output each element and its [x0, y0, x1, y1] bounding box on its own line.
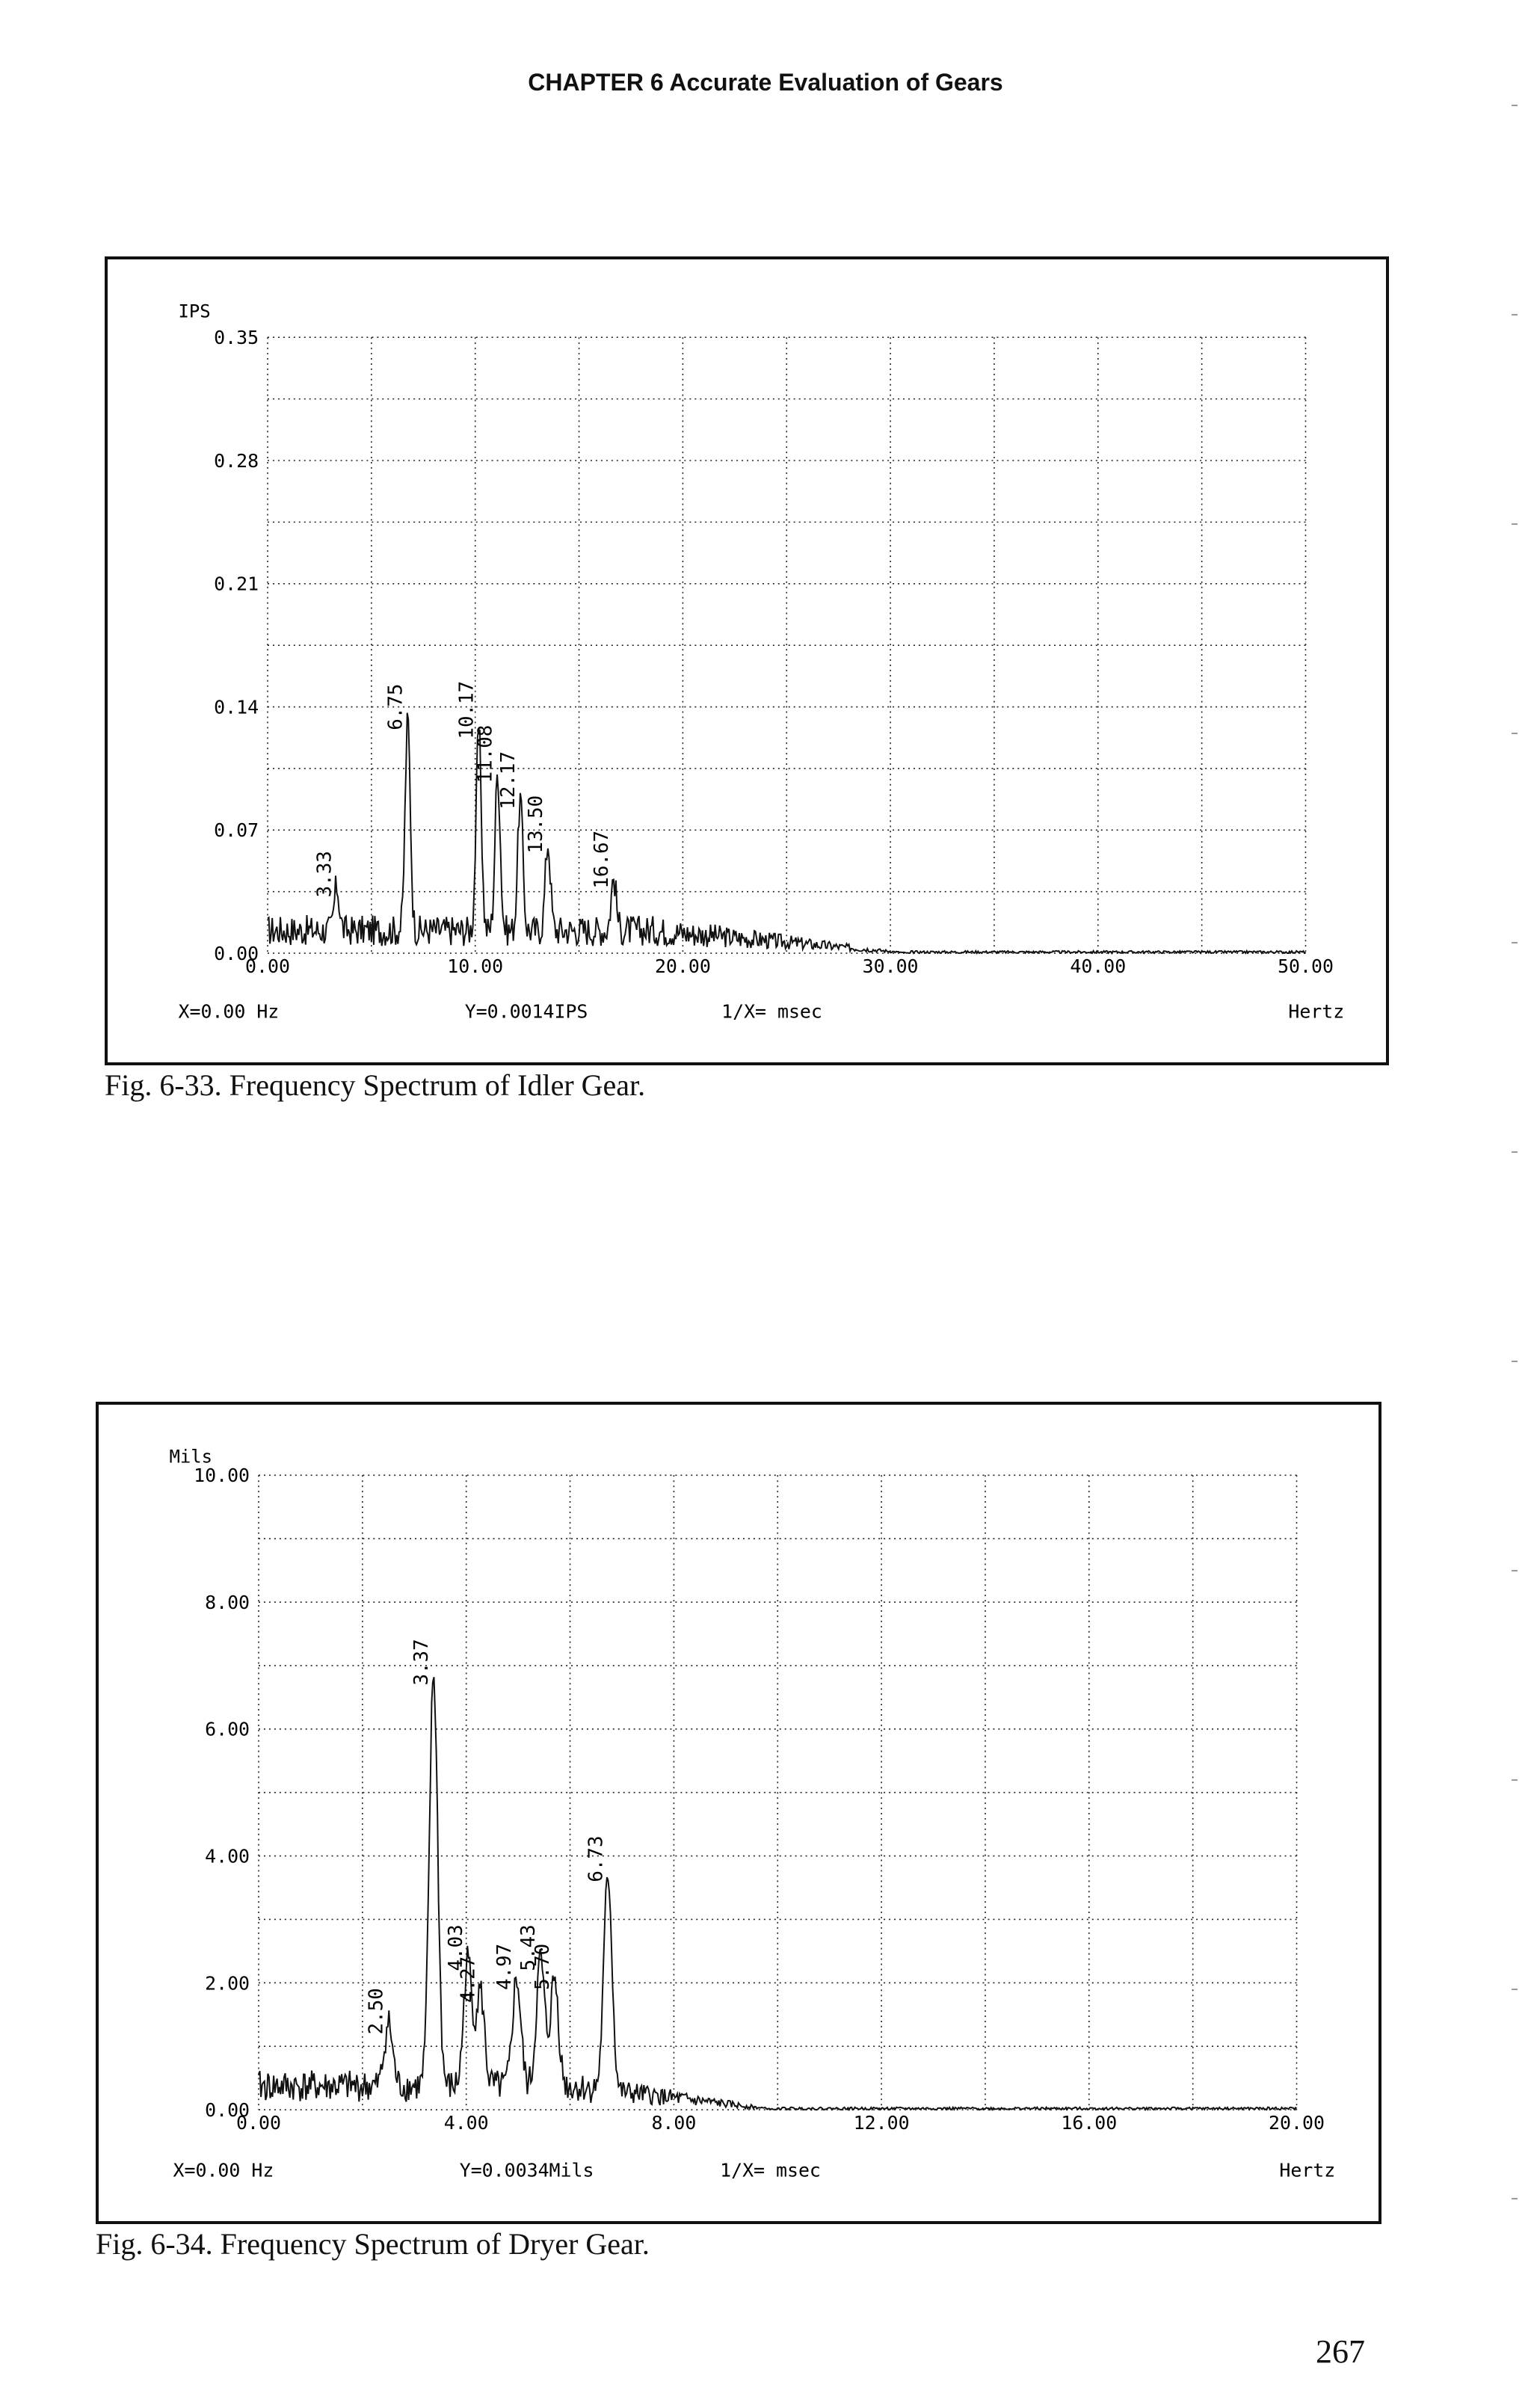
peak-label: 6.75	[384, 683, 407, 730]
period-readout: 1/X= msec	[721, 1000, 822, 1023]
scan-mark	[1512, 1989, 1518, 1990]
scan-mark	[1512, 105, 1518, 106]
chart-frame-idler	[105, 256, 1389, 1065]
y-tick-label: 10.00	[194, 1465, 250, 1487]
page-number: 267	[1316, 2333, 1365, 2370]
peak-label: 5.70	[531, 1943, 554, 1990]
x-tick-label: 0.00	[245, 955, 290, 977]
peak-label: 10.17	[455, 680, 478, 739]
y-tick-label: 0.28	[214, 449, 259, 472]
peak-label: 12.17	[496, 751, 520, 810]
y-tick-label: 6.00	[205, 1718, 250, 1740]
x-tick-label: 50.00	[1278, 955, 1334, 977]
y-tick-label: 2.00	[205, 1972, 250, 1995]
peak-label: 4.97	[493, 1943, 517, 1990]
y-tick-label: 0.00	[205, 2099, 250, 2122]
x-tick-label: 4.00	[443, 2111, 489, 2134]
scan-mark	[1512, 942, 1518, 943]
x-tick-label: 8.00	[651, 2111, 697, 2134]
scan-mark	[1512, 1361, 1518, 1362]
peak-label: 11.08	[474, 724, 497, 783]
peak-label: 5.43	[517, 1924, 540, 1971]
peak-label: 16.67	[590, 830, 613, 889]
y-tick-label: 0.14	[214, 696, 259, 718]
y-axis-label: IPS	[178, 301, 211, 322]
y-tick-label: 8.00	[205, 1592, 250, 1613]
y-tick-label: 0.21	[214, 573, 259, 595]
cursor-y-readout: Y=0.0034Mils	[459, 2159, 594, 2181]
peak-label: 2.50	[365, 1988, 388, 2035]
scan-mark	[1512, 1779, 1518, 1781]
scan-mark	[1512, 1570, 1518, 1571]
x-tick-label: 20.00	[654, 955, 711, 977]
peak-label: 4.27	[457, 1956, 480, 2003]
scan-mark	[1512, 523, 1518, 525]
x-axis-label: Hertz	[1279, 2159, 1336, 2181]
figure-caption-dryer: Fig. 6-34. Frequency Spectrum of Dryer Gear.	[96, 2227, 650, 2261]
y-tick-label: 0.00	[214, 943, 259, 965]
x-tick-label: 10.00	[447, 955, 504, 977]
peak-label: 3.33	[313, 851, 336, 898]
y-tick-label: 0.35	[214, 327, 259, 349]
scan-mark	[1512, 2198, 1518, 2199]
x-axis-label: Hertz	[1288, 1000, 1345, 1023]
y-axis-label: Mils	[169, 1446, 213, 1468]
scan-mark	[1512, 733, 1518, 734]
x-tick-label: 0.00	[236, 2111, 281, 2134]
y-tick-label: 0.07	[214, 819, 259, 842]
cursor-x-readout: X=0.00 Hz	[173, 2159, 274, 2181]
scan-mark	[1512, 314, 1518, 315]
cursor-y-readout: Y=0.0014IPS	[464, 1000, 588, 1023]
y-tick-label: 4.00	[205, 1845, 250, 1867]
peak-label: 4.03	[444, 1924, 467, 1971]
x-tick-label: 40.00	[1070, 955, 1127, 977]
spectrum-trace	[259, 1677, 1297, 2110]
x-tick-label: 12.00	[853, 2111, 910, 2134]
x-tick-label: 16.00	[1061, 2111, 1118, 2134]
dryer-gear-spectrum-chart	[99, 1405, 1378, 2221]
peak-label: 3.37	[410, 1639, 434, 1686]
period-readout: 1/X= msec	[720, 2159, 821, 2181]
peak-label: 6.73	[585, 1835, 608, 1882]
peak-label: 13.50	[524, 795, 547, 854]
idler-gear-spectrum-chart	[108, 259, 1386, 1062]
figure-caption-idler: Fig. 6-33. Frequency Spectrum of Idler Gear.	[105, 1068, 646, 1102]
x-tick-label: 20.00	[1269, 2111, 1325, 2134]
page-header: CHAPTER 6 Accurate Evaluation of Gears	[528, 69, 1003, 96]
x-tick-label: 30.00	[862, 955, 919, 977]
chart-frame-dryer	[96, 1402, 1381, 2224]
scan-mark	[1512, 1151, 1518, 1153]
cursor-x-readout: X=0.00 Hz	[178, 1000, 280, 1023]
